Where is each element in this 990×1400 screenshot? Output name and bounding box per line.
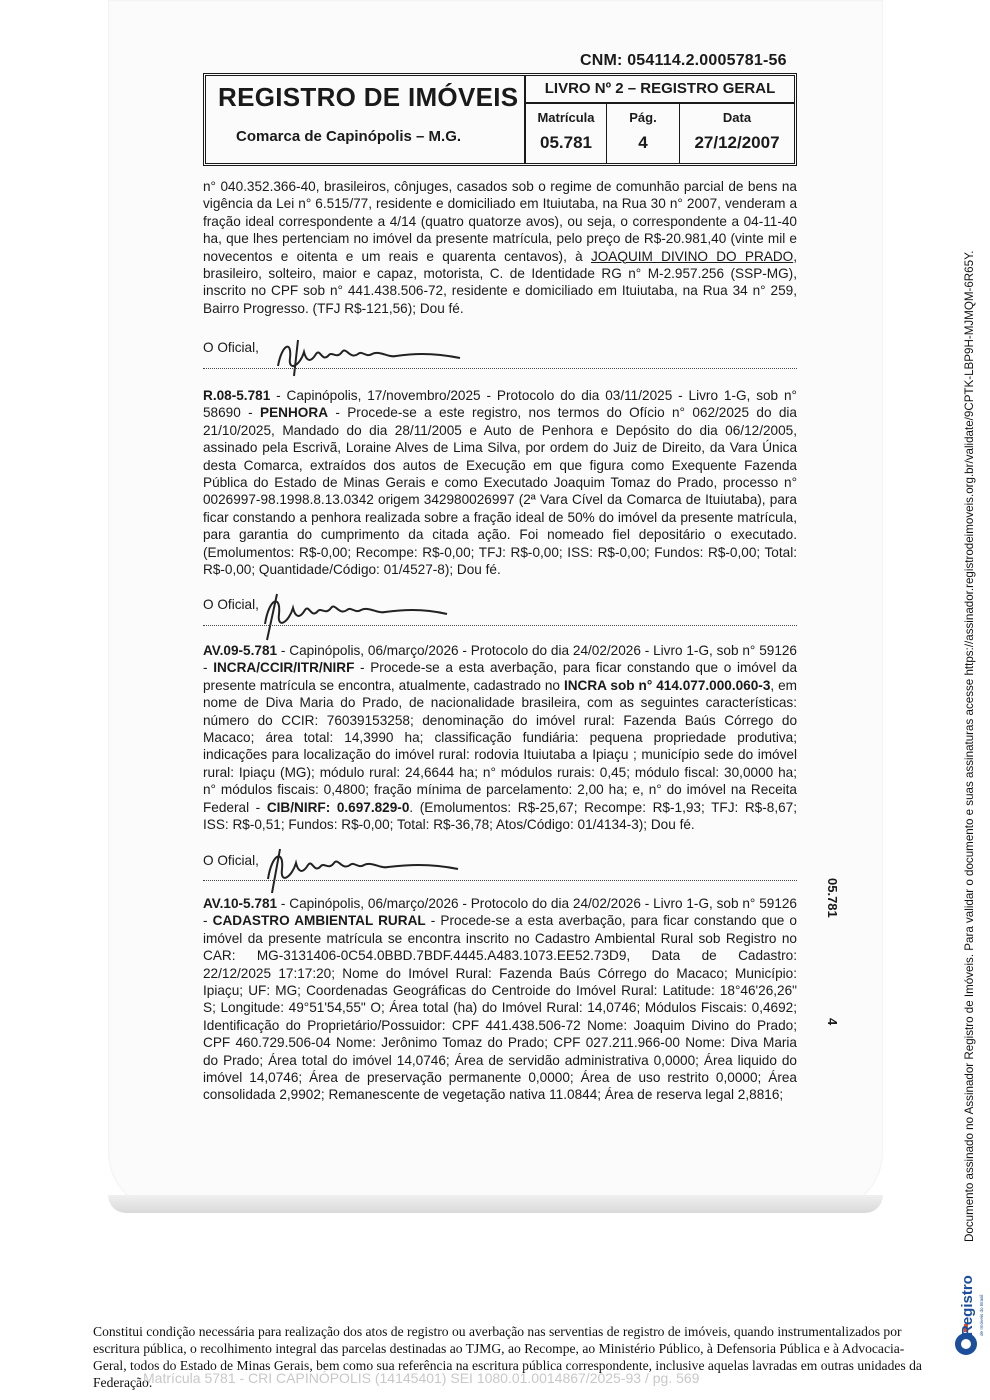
av09-keyword: INCRA/CCIR/ITR/NIRF — [213, 660, 355, 676]
para1-text-b: , brasileiro, solteiro, maior e capaz, motorista, C. de Identidade RG n° M-2.957.256 (SSP-MG), inscrito no CPF sob n° 441.438.506-72, residente e domiciliado em Ituiutaba, na Rua 34 n° 259, Bairro Progresso. (TFJ R$-121,56); Dou fé. — [203, 248, 797, 316]
r08-text-a: - Capinópolis, 17/novembro/2025 - Protocolo do dia 03/11/2025 - Livro 1-G, sob n° 58690 - — [203, 388, 797, 421]
av10-entry — [203, 895, 797, 1104]
header-title-box — [206, 76, 526, 163]
cnm-number: CNM: 054114.2.0005781-56 — [580, 52, 787, 69]
separator-dots — [203, 625, 797, 626]
signature-3 — [258, 845, 468, 895]
matricula-value: 05.781 — [540, 133, 592, 152]
oficial-label: O Oficial, — [203, 853, 259, 868]
separator-dots — [203, 368, 797, 369]
page-edge — [108, 1195, 883, 1213]
av09-text-c: , em nome de Diva Maria do Prado, de nacionalidade brasileira, com as seguintes características: número do CCIR: 76039153258; denominação do imóvel rural: Fazenda Baús Córrego do Macaco; área total: 14,3990 ha; classificação fundiária: pequena propriedade produtiva; indicações para localização do imóvel rural: rodovia Ituiutaba a Ipiaçu ; município sede do imóvel rural: Ipiaçu (MG); módulo rural: 24,6644 ha; n° módulos rurais: 0,45; módulo fiscal: 30,0000 ha; n° módulos fiscais: 0,4800; fração mínima de parcelamento: 2,00 ha; e, n° do imóvel na Receita Federal - — [203, 677, 798, 815]
r08-heading: R.08-5.781 — [203, 388, 271, 403]
livro-label: LIVRO Nº 2 – REGISTRO GERAL — [526, 76, 794, 104]
pag-value: 4 — [638, 133, 648, 152]
watermark: Matrícula 5781 - CRI CAPINÓPOLIS (14145401) SEI 1080.01.0014867/2025-93 / pg. 569 — [143, 1370, 700, 1386]
av10-text-a: - Capinópolis, 06/março/2026 - Protocolo do dia 24/02/2026 - Livro 1-G, sob n° 59126 - — [203, 896, 797, 929]
comarca-label: Comarca de Capinópolis – M.G. — [236, 128, 462, 145]
pag-cell — [607, 104, 680, 163]
side-page-number: 4 — [825, 1018, 840, 1026]
av09-entry — [203, 642, 797, 833]
av09-text-d: . (Emolumentos: R$-25,67; Recompe: R$-1,93; TFJ: R$-8,67; ISS: R$-0,51; Fundos: R$-0,00; Total: R$-36,78; Atos/Código: 01/4134-3); Dou fé. — [203, 799, 798, 833]
signature-1 — [270, 336, 470, 378]
av09-nirf: CIB/NIRF: 0.697.829-0 — [266, 799, 410, 815]
av09-heading: AV.09-5.781 — [203, 643, 278, 658]
av10-keyword: CADASTRO AMBIENTAL RURAL — [212, 913, 426, 929]
av09-incra-number: INCRA sob n° 414.077.000.060-3 — [563, 677, 771, 693]
matricula-label: Matrícula — [537, 110, 595, 125]
r08-keyword: PENHORA — [260, 405, 329, 421]
continuation-paragraph — [203, 178, 797, 317]
footer-notice: Constitui condição necessária para realização dos atos de registro ou averbação nas serventias de registro de imóveis, quando instrumentalizados por escritura pública, o recolhimento integral das parcelas destinadas ao TJMG, ao Recompe, ao Ministério Público, à Defensoria Pública e à Advocacia-Geral, todos do Estado de Minas Gerais, bem como sua referência na escritura pública correspondente, inclusive aquelas lavradas em outras unidades da Federação. — [93, 1324, 922, 1390]
buyer-name: JOAQUIM DIVINO DO PRADO — [590, 248, 794, 264]
data-value: 27/12/2007 — [694, 133, 780, 152]
r08-text-b: - Procede-se a este registro, nos termos do Ofício n° 062/2025 do dia 21/10/2025, Mandado do dia 28/11/2005 e Auto de Penhora e Depósito do dia 06/12/2005, assinado pela Escrivã, Loraine Alves de Lima Silva, por ordem do Juiz de Direito, da Vara Única desta Comarca, extraídos dos autos de Execução em que figura como Exequente Fazenda Pública do Estado de Minas Gerais e como Executado Joaquim Tomaz do Prado, processo n° 0026997-98.1998.8.13.0342 origem 342980026997 (2ª Vara Cível da Comarca de Ituiutaba), para ficar constando a penhora realizada sobre a fração ideal de 50% do imóvel da presente matrícula, para garantia do cumprimento da citada ação. Foi nomeado fiel depositário o executado. (Emolumentos: R$-0,00; Recompe: R$-0,00; TFJ: R$-0,00; ISS: R$-0,00; Fundos: R$-0,00; Total: R$-0,00; Quantidade/Código: 01/4527-8); Dou fé. — [203, 405, 797, 578]
separator-dots — [203, 880, 797, 881]
signature-validation-note: Documento assinado no Assinador Registro de Imóveis. Para validar o documento e suas assinaturas acesse https://assinador.registrodeimoveis.org.br/validate/9CPTK-LBP9H-MJMQM-6R65Y. — [963, 250, 976, 1242]
logo-word: Registro — [959, 1275, 976, 1336]
registro-imoveis-logo-icon — [950, 1258, 988, 1358]
side-matricula-number: 05.781 — [825, 878, 840, 918]
r08-entry — [203, 387, 797, 578]
av09-text-a: - Capinópolis, 06/março/2026 - Protocolo do dia 24/02/2026 - Livro 1-G, sob n° 59126 - — [203, 643, 797, 676]
av10-heading: AV.10-5.781 — [203, 896, 278, 911]
data-label: Data — [722, 110, 752, 125]
registry-header — [203, 73, 797, 166]
signature-2 — [255, 588, 455, 643]
matricula-cell — [526, 104, 607, 163]
av10-text-b: - Procede-se a esta averbação, para ficar constando que o imóvel da presente matrícula se encontra inscrito no Cadastro Ambiental Rural sob Registro no CAR: MG-3131406-0C54.0BBD.7BDF.4445.A483.1073.EE52.73D9, Data de Cadastro: 22/12/2025 17:17:20; Nome do Imóvel Rural: Fazenda Baús Córrego do Macaco; Município: Ipiaçu; UF: MG; Coordenadas Geográficas do Centroide do Imóvel Rural: Latitude: 18°46'26,26" S; Longitude: 49°51'54,55" O; Área total (ha) do Imóvel Rural: 14,0746; Módulos Fiscais: 0,4692; Identificação do Proprietário/Possuidor: CPF 441.438.506-72 Nome: Joaquim Divino do Prado; CPF 460.729.506-04 Nome: Jerônimo Tomaz do Prado; CPF 027.211.966-00 Nome: Diva Maria do Prado; Área total do imóvel 14,0746; Área de servidão administrativa 0,0000; Área liquido do imóvel 14,0746; Área de preservação permanente 0,0000; Área de uso restrito 0,0000; Área consolidada 2,9902; Remanescente de vegetação nativa 11.0844; Área de reserva legal 2,8816; — [203, 913, 797, 1103]
pag-label: Pág. — [629, 110, 657, 125]
para1-text-a: n° 040.352.366-40, brasileiros, cônjuges, casados sob o regime de comunhão parcial de bens na vigência da Lei n° 6.515/77, residente e domiciliado em Ituiutaba, na Rua 30 n° 2007, venderam a fração ideal correspondente a 4/14 (quatro quatorze avos), ou seja, o correspondente a 04-11-40 ha, que lhes pertenciam no imóvel da presente matrícula, pelo preço de R$-20.981,40 (vinte mil e novecentos e oitenta e um reais e quarenta centavos), à — [203, 179, 797, 264]
oficial-label: O Oficial, — [203, 597, 259, 612]
data-cell — [680, 104, 794, 163]
logo-sub: de Imóveis do Brasil — [979, 1294, 984, 1336]
av09-text-b: - Procede-se a esta averbação, para ficar constando que o imóvel da presente matrícula se encontra, atualmente, cadastrado no — [203, 660, 798, 693]
oficial-label: O Oficial, — [203, 340, 259, 355]
registry-title: REGISTRO DE IMÓVEIS — [218, 82, 519, 112]
